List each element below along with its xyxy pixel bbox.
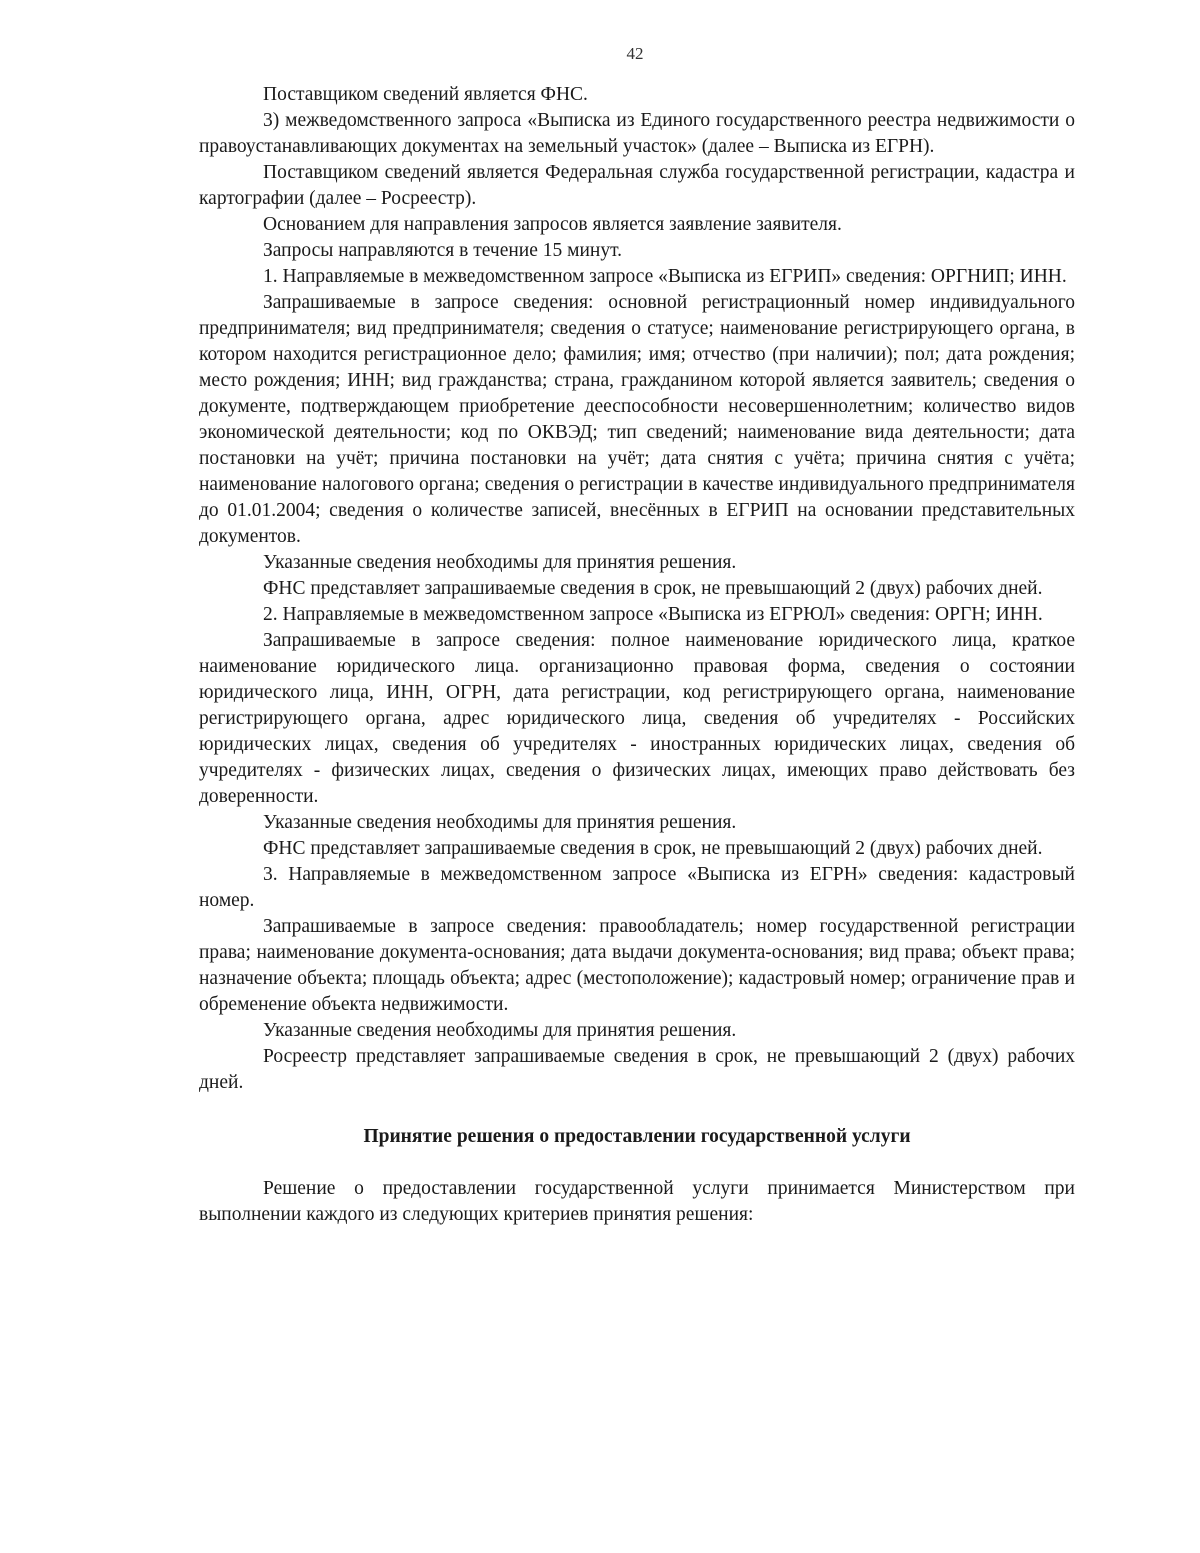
paragraph: 2. Направляемые в межведомственном запросе «Выписка из ЕГРЮЛ» сведения: ОРГН; ИНН. — [263, 604, 1043, 625]
paragraph: 3. Направляемые в межведомственном запросе «Выписка из ЕГРН» сведения: кадастровый номер. — [199, 864, 1075, 911]
paragraph: Поставщиком сведений является ФНС. — [263, 84, 588, 105]
paragraph: Указанные сведения необходимы для принятия решения. — [263, 552, 737, 573]
paragraph: Росреестр представляет запрашиваемые сведения в срок, не превышающий 2 (двух) рабочих дней. — [199, 1046, 1075, 1093]
section-heading: Принятие решения о предоставлении государственной услуги — [363, 1126, 911, 1147]
paragraph: Поставщиком сведений является Федеральная служба государственной регистрации, кадастра и картографии (далее – Росреестр). — [199, 162, 1075, 209]
paragraph: Указанные сведения необходимы для принятия решения. — [263, 812, 737, 833]
paragraph: ФНС представляет запрашиваемые сведения в срок, не превышающий 2 (двух) рабочих дней. — [263, 838, 1043, 859]
paragraph: Основанием для направления запросов является заявление заявителя. — [263, 214, 842, 235]
paragraph: Запрашиваемые в запросе сведения: полное наименование юридического лица, краткое наименование юридического лица. организационно правовая форма, сведения о состоянии юридического лица, ИНН, ОГРН, дата регистрации, код регистрирующего органа, наименование регистрирующего органа, адрес юридического лица, сведения об учредителях - Российских юридических лицах, сведения об учредителях - иностранных юридических лицах, сведения об учредителях - физических лицах, сведения о физических лицах, имеющих право действовать без доверенности. — [199, 630, 1075, 807]
paragraph: Указанные сведения необходимы для принятия решения. — [263, 1020, 737, 1041]
paragraph: Запросы направляются в течение 15 минут. — [263, 240, 623, 261]
page-number: 42 — [626, 44, 644, 63]
paragraph: ФНС представляет запрашиваемые сведения в срок, не превышающий 2 (двух) рабочих дней. — [263, 578, 1043, 599]
paragraph: Запрашиваемые в запросе сведения: основной регистрационный номер индивидуального предпринимателя; вид предпринимателя; сведения о статусе; наименование регистрирующего органа, в котором находится регистрационное дело; фамилия; имя; отчество (при наличии); пол; дата рождения; место рождения; ИНН; вид гражданства; страна, гражданином которой является заявитель; сведения о документе, подтверждающем приобретение дееспособности несовершеннолетним; количество видов экономической деятельности; код по ОКВЭД; тип сведений; наименование вида деятельности; дата постановки на учёт; причина постановки на учёт; дата снятия с учёта; причина снятия с учёта; наименование налогового органа; сведения о регистрации в качестве индивидуального предпринимателя до 01.01.2004; сведения о количестве записей, внесённых в ЕГРИП на основании представительных документов. — [199, 292, 1075, 547]
paragraph: 3) межведомственного запроса «Выписка из Единого государственного реестра недвижимости о правоустанавливающих документах на земельный участок» (далее – Выписка из ЕГРН). — [199, 110, 1075, 157]
paragraph: Запрашиваемые в запросе сведения: правообладатель; номер государственной регистрации права; наименование документа-основания; дата выдачи документа-основания; вид права; объект права; назначение объекта; площадь объекта; адрес (местоположение); кадастровый номер; ограничение прав и обременение объекта недвижимости. — [199, 916, 1075, 1015]
paragraph: 1. Направляемые в межведомственном запросе «Выписка из ЕГРИП» сведения: ОРГНИП; ИНН. — [263, 266, 1067, 287]
closing-paragraph: Решение о предоставлении государственной услуги принимается Министерством при выполнении каждого из следующих критериев принятия решения: — [199, 1178, 1075, 1225]
document-body — [199, 82, 1075, 1228]
